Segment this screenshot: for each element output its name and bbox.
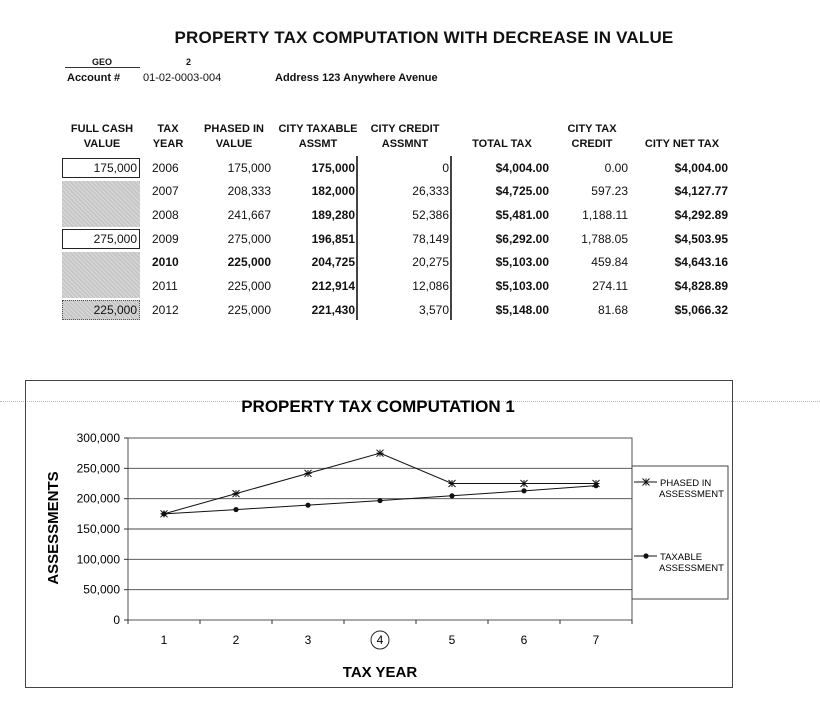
- data-point-star: [233, 490, 240, 497]
- x-tick-label: 4: [376, 633, 384, 647]
- city-taxable-assmt-cell: 196,851: [311, 232, 355, 246]
- city-tax-credit-cell: 1,788.05: [581, 232, 628, 246]
- y-tick-label: 100,000: [76, 552, 120, 567]
- tax-year-cell: 2009: [152, 232, 179, 246]
- series-line-1: [164, 453, 596, 514]
- tax-year-cell: 2007: [152, 184, 179, 198]
- x-tick-label: 6: [520, 633, 528, 647]
- total-tax-cell: $4,004.00: [495, 161, 549, 175]
- data-point-dot: [233, 507, 238, 512]
- address: Address 123 Anywhere Avenue: [275, 72, 438, 84]
- account-value: 01-02-0003-004: [143, 72, 222, 84]
- x-tick-label: 5: [448, 633, 456, 647]
- city-net-tax-cell: $4,004.00: [674, 161, 728, 175]
- phased-in-value-cell: 275,000: [227, 232, 271, 246]
- geo-value: 2: [186, 57, 192, 67]
- full-cash-value-box: 225,000: [62, 300, 140, 320]
- y-tick-label: 50,000: [83, 582, 120, 597]
- x-tick-label: 1: [160, 633, 168, 647]
- account-label: Account #: [67, 72, 121, 84]
- city-net-tax-cell: $5,066.32: [674, 303, 728, 317]
- city-taxable-assmt-cell: 189,280: [311, 208, 355, 222]
- city-tax-credit-cell: 0.00: [604, 161, 628, 175]
- city-credit-assmnt-cell: 0: [442, 161, 449, 175]
- header-city-taxable-assmt: CITY TAXABLE ASSMT: [278, 123, 358, 150]
- y-tick-label: 0: [113, 613, 120, 627]
- data-point-dot: [521, 488, 526, 493]
- data-point-dot: [377, 498, 382, 503]
- data-point-star: [377, 450, 384, 457]
- city-tax-credit-cell: 459.84: [591, 255, 628, 269]
- tax-year-cell: 2008: [152, 208, 179, 222]
- city-tax-credit-cell: 597.23: [591, 184, 628, 198]
- full-cash-value-box: 175,000: [62, 158, 140, 178]
- total-tax-cell: $5,148.00: [495, 303, 549, 317]
- total-tax-cell: $5,103.00: [495, 255, 549, 269]
- city-net-tax-cell: $4,127.77: [674, 184, 728, 198]
- y-tick-label: 300,000: [76, 431, 120, 445]
- city-taxable-assmt-cell: 175,000: [311, 161, 355, 175]
- phased-in-value-cell: 208,333: [227, 184, 271, 198]
- total-tax-cell: $4,725.00: [495, 184, 549, 198]
- header-city-tax-credit: CITY TAX CREDIT: [567, 123, 617, 150]
- phased-in-value-cell: 241,667: [227, 208, 271, 222]
- city-credit-assmnt-cell: 52,386: [412, 208, 449, 222]
- header-city-credit-assmnt: CITY CREDIT ASSMNT: [370, 123, 440, 150]
- header-full-cash-value: FULL CASH VALUE: [70, 123, 134, 150]
- city-credit-assmnt-cell: 3,570: [418, 303, 449, 317]
- tax-year-cell: 2006: [152, 161, 179, 175]
- legend-label: ASSESSMENT: [659, 489, 724, 500]
- phased-in-value-cell: 225,000: [227, 255, 271, 269]
- data-point-star: [449, 480, 456, 487]
- phased-in-value-cell: 225,000: [227, 303, 271, 317]
- city-taxable-assmt-cell: 182,000: [311, 184, 355, 198]
- phased-in-value-cell: 175,000: [227, 161, 271, 175]
- header-city-net-tax: CITY NET TAX: [644, 138, 720, 150]
- city-net-tax-cell: $4,828.89: [674, 279, 728, 293]
- phased-in-value-cell: 225,000: [227, 279, 271, 293]
- city-taxable-assmt-cell: 212,914: [311, 279, 355, 293]
- total-tax-cell: $6,292.00: [495, 232, 549, 246]
- data-point-dot: [593, 483, 598, 488]
- tax-year-cell: 2012: [152, 303, 179, 317]
- data-point-dot: [449, 493, 454, 498]
- legend-label: TAXABLE: [660, 552, 703, 563]
- total-tax-cell: $5,481.00: [495, 208, 549, 222]
- y-tick-label: 200,000: [76, 491, 120, 506]
- city-tax-credit-cell: 274.11: [592, 279, 628, 293]
- city-net-tax-cell: $4,503.95: [674, 232, 728, 246]
- city-net-tax-cell: $4,643.16: [674, 255, 728, 269]
- data-point-star: [305, 470, 312, 477]
- data-point-dot: [161, 511, 166, 516]
- document-title: PROPERTY TAX COMPUTATION WITH DECREASE IN VALUE: [174, 28, 674, 47]
- header-tax-year: TAX YEAR: [152, 123, 184, 150]
- city-tax-credit-cell: 1,188.11: [582, 208, 628, 222]
- x-tick-label: 7: [592, 633, 600, 647]
- header-phased-in-value: PHASED IN VALUE: [204, 123, 264, 150]
- city-credit-assmnt-cell: 26,333: [412, 184, 449, 198]
- tax-year-cell: 2011: [152, 279, 178, 293]
- x-axis-label: TAX YEAR: [342, 664, 418, 681]
- x-tick-label: 3: [304, 633, 312, 647]
- geo-label: GEO: [92, 57, 113, 67]
- city-net-tax-cell: $4,292.89: [674, 208, 728, 222]
- city-taxable-assmt-cell: 204,725: [311, 255, 355, 269]
- y-tick-label: 150,000: [76, 522, 120, 536]
- legend-label: ASSESSMENT: [659, 563, 724, 574]
- tax-year-cell: 2010: [152, 255, 179, 269]
- chart-title: PROPERTY TAX COMPUTATION 1: [241, 397, 515, 416]
- header-total-tax: TOTAL TAX: [472, 138, 532, 150]
- data-point-star: [521, 480, 528, 487]
- x-tick-label: 2: [232, 633, 240, 647]
- legend-dot-icon: [643, 553, 648, 558]
- city-tax-credit-cell: 81.68: [597, 303, 628, 317]
- full-cash-value-box: 275,000: [62, 229, 140, 249]
- legend-star-icon: [643, 479, 650, 486]
- data-point-dot: [305, 503, 310, 508]
- city-credit-assmnt-cell: 78,149: [412, 232, 449, 246]
- total-tax-cell: $5,103.00: [495, 279, 549, 293]
- y-tick-label: 250,000: [76, 461, 120, 476]
- legend-label: PHASED IN: [660, 478, 712, 489]
- city-credit-assmnt-cell: 20,275: [412, 255, 449, 269]
- y-axis-label: ASSESSMENTS: [45, 471, 62, 585]
- city-taxable-assmt-cell: 221,430: [311, 303, 355, 317]
- city-credit-assmnt-cell: 12,086: [412, 279, 449, 293]
